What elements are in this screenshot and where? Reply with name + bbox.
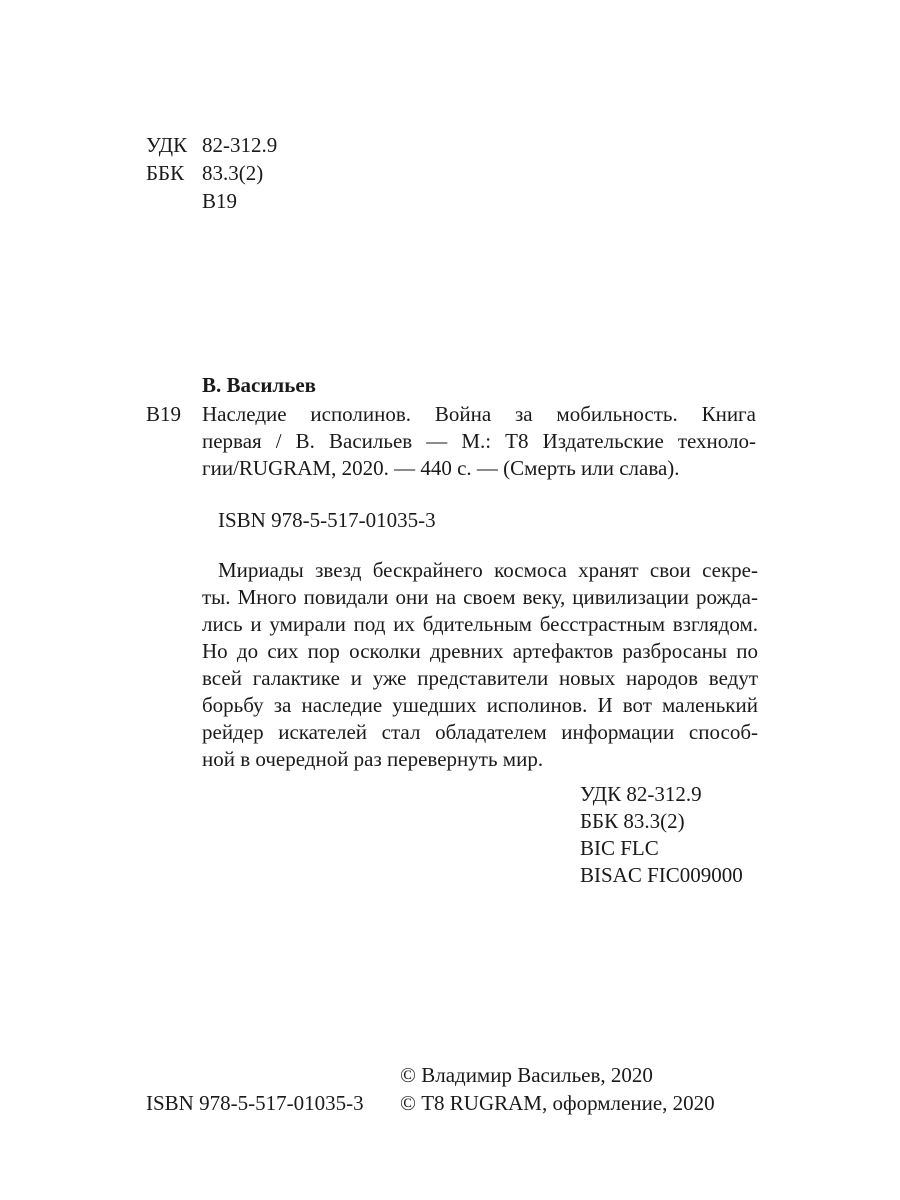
udk-value: 82-312.9: [202, 133, 278, 157]
description-line: гии/RUGRAM, 2020. — 440 с. — (Смерть или слава).: [202, 456, 680, 480]
code-bisac: BISAC FIC009000: [580, 863, 743, 887]
bbk-label: ББК: [146, 161, 185, 185]
catalog-author: В. Васильев: [202, 373, 316, 397]
annotation-line: лись и умирали под их бдительным бесстрастным взглядом.: [202, 612, 758, 636]
footer-copyright-author: © Владимир Васильев, 2020: [400, 1063, 653, 1087]
description-line: первая / В. Васильев — М.: Т8 Издательские техноло-: [202, 429, 756, 453]
annotation-line: всей галактике и уже представители новых народов ведут: [202, 666, 758, 690]
code-bic: BIC FLC: [580, 836, 659, 860]
catalog-isbn: ISBN 978-5-517-01035-3: [218, 508, 436, 532]
footer-isbn: ISBN 978-5-517-01035-3: [146, 1091, 364, 1115]
classification-codes: [580, 781, 880, 889]
udk-label: УДК: [146, 133, 188, 157]
catalog-description: [202, 401, 756, 482]
bbk-row: [146, 160, 263, 187]
bbk-value: 83.3(2): [202, 161, 264, 185]
annotation: [202, 557, 758, 773]
catalog-mark: В19: [146, 402, 182, 426]
author-mark-top: В19: [202, 189, 238, 213]
annotation-line: Но до сих пор осколки древних артефактов разбросаны по: [202, 639, 758, 663]
annotation-line: рейдер искателей стал обладателем информации способ-: [202, 720, 758, 744]
annotation-line: борьбу за наследие ушедших исполинов. И вот маленький: [202, 693, 758, 717]
code-udk: УДК 82-312.9: [580, 782, 702, 806]
annotation-line: Мириады звезд бескрайнего космоса хранят свои секре-: [218, 558, 758, 582]
description-line: Наследие исполинов. Война за мобильность. Книга: [202, 402, 756, 426]
footer-copyright-design: © Т8 RUGRAM, оформление, 2020: [400, 1091, 715, 1115]
annotation-line: ты. Много повидали они на своем веку, цивилизации рожда-: [202, 585, 758, 609]
udk-row: [146, 132, 277, 159]
annotation-line: ной в очередной раз перевернуть мир.: [202, 747, 544, 771]
code-bbk: ББК 83.3(2): [580, 809, 685, 833]
top-classification: [146, 132, 446, 222]
